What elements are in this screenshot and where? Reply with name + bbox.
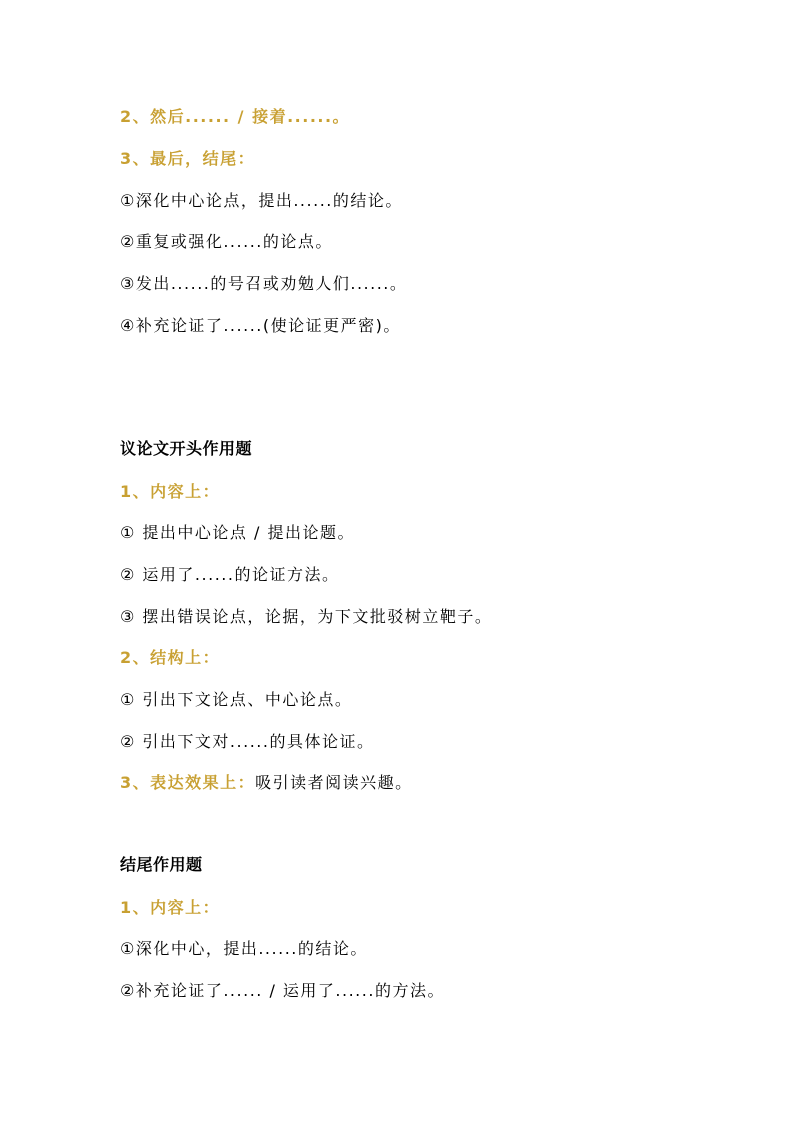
opening-expression-line: [120, 772, 413, 794]
opening-structure-label: 2、结构上：: [120, 648, 221, 667]
opening-expression-label: 3、表达效果上：: [120, 773, 256, 792]
list-item: ③ 摆出错误论点，论据，为下文批驳树立靶子。: [120, 607, 493, 626]
list-item: ② 运用了......的论证方法。: [120, 565, 340, 584]
opening-section-title: 议论文开头作用题: [120, 439, 253, 458]
ending-content-label: 1、内容上：: [120, 898, 221, 917]
list-item: ① 提出中心论点 / 提出论题。: [120, 523, 355, 542]
list-item: ④补充论证了......(使论证更严密)。: [120, 316, 401, 335]
list-item: ①深化中心论点，提出......的结论。: [120, 191, 403, 210]
opening-content-label: 1、内容上：: [120, 482, 221, 501]
step-2-heading: 2、然后...... / 接着......。: [120, 107, 351, 126]
list-item: ① 引出下文论点、中心论点。: [120, 690, 353, 709]
step-3-heading: 3、最后，结尾：: [120, 149, 256, 168]
list-item: ②补充论证了...... / 运用了......的方法。: [120, 981, 445, 1000]
opening-expression-text: 吸引读者阅读兴趣。: [255, 773, 413, 792]
list-item: ② 引出下文对......的具体论证。: [120, 732, 375, 751]
list-item: ①深化中心，提出......的结论。: [120, 939, 368, 958]
list-item: ③发出......的号召或劝勉人们......。: [120, 274, 408, 293]
ending-section-title: 结尾作用题: [120, 855, 203, 874]
list-item: ②重复或强化......的论点。: [120, 232, 333, 251]
